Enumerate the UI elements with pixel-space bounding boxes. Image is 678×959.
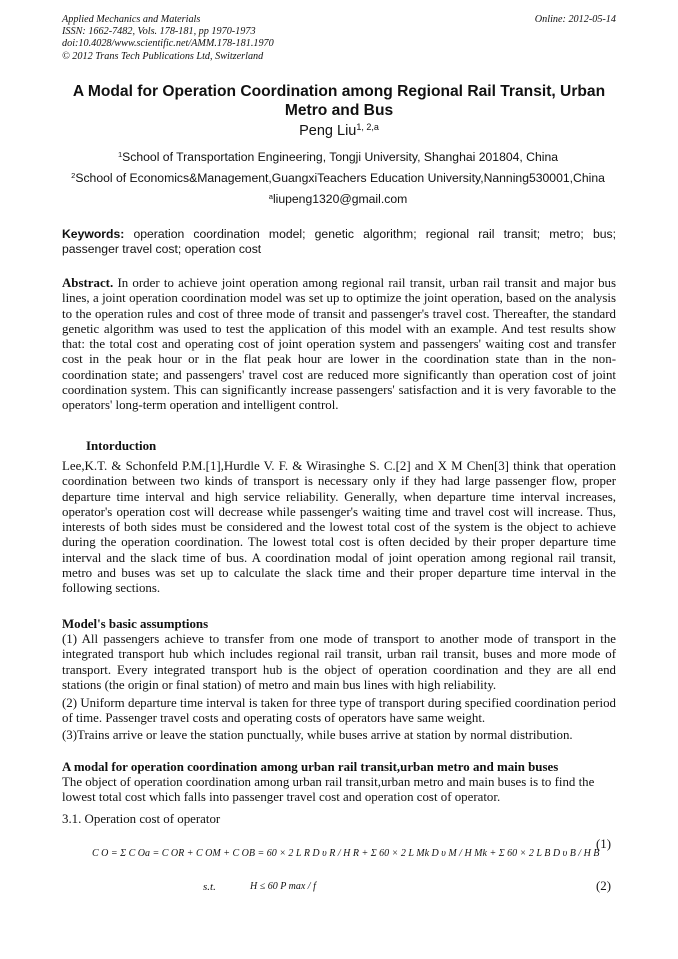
abstract bbox=[62, 276, 616, 414]
paper-title bbox=[62, 82, 616, 120]
section-3-1-heading: 3.1. Operation cost of operator bbox=[62, 812, 221, 826]
affiliation-1-sup: 1 bbox=[117, 149, 123, 159]
intro-heading: Intorduction bbox=[86, 439, 157, 453]
author-name: Peng Liu bbox=[299, 123, 357, 139]
abstract-text: In order to achieve joint operation among regional rail transit, urban rail transit and major bus lines, a joint operation coordination model was set up to optimize the joint operation, based on the analysis to the operation rules and cost of three mode of transit and passenger's travel cost. Thereafter, the standard genetic algorithm was used to test the application of this model with an example. And test results show that: the total cost and operating cost of joint operation system and passengers' waiting cost and transfer cost in the peak hour or in the flat peak hour are lower in the coordination state than in the non-coordination state; and passengers' travel cost are reduced more significantly than operation cost of joint coordination system. This can significantly increase passengers' satisfaction and it is very favorable to the operators' long-term operation and intelligent control. bbox=[62, 276, 616, 413]
equation-2: H ≤ 60 P max / f bbox=[250, 881, 316, 892]
author-email bbox=[58, 192, 618, 206]
email-sup: a bbox=[268, 191, 273, 201]
author bbox=[62, 123, 616, 139]
issn-line: ISSN: 1662-7482, Vols. 178-181, pp 1970-1973 bbox=[62, 26, 256, 38]
equation-1: C O = Σ C Oa = C OR + C OM + C OB = 60 × 2 L R D υ R / H R + Σ 60 × 2 L Mk D υ M / H Mk + Σ 60 × 2 L B D υ B / H B bbox=[92, 848, 600, 859]
affiliation-2-text: School of Economics&Management,GuangxiTeachers Education University,Nanning530001,China bbox=[75, 171, 605, 185]
equation-2-number: (2) bbox=[596, 879, 612, 893]
assumption-1: (1) All passengers achieve to transfer from one mode of transport to another mode of transport in the integrated transport hub which includes regional rail transit, urban rail transit, buses and more mode of transport. Every integrated transport hub is the object of operation coordination and they are all end stations (the origin or final station) of metro and main bus lines with high reliability. bbox=[62, 632, 616, 692]
affiliation-1-text: School of Transportation Engineering, Tongji University, Shanghai 201804, China bbox=[122, 150, 559, 164]
keywords-text: operation coordination model; genetic algorithm; regional rail transit; metro; bus; passenger travel cost; operation cost bbox=[62, 227, 616, 256]
assumption-3: (3)Trains arrive or leave the station punctually, while buses arrive at station by normal distribution. bbox=[62, 728, 573, 742]
model-heading: A modal for operation coordination among urban rail transit,urban metro and main buses bbox=[62, 760, 559, 774]
author-superscript: 1, 2,a bbox=[356, 122, 379, 133]
email-text: liupeng1320@gmail.com bbox=[272, 192, 408, 206]
model-text: The object of operation coordination among urban rail transit,urban metro and main buses is to find the lowest total cost which falls into passenger travel cost and operation cost of operator. bbox=[62, 775, 595, 805]
title-line-1: A Modal for Operation Coordination among Regional Rail Transit, Urban bbox=[72, 83, 606, 100]
copyright-line: © 2012 Trans Tech Publications Ltd, Switzerland bbox=[62, 50, 264, 62]
affiliation-1 bbox=[58, 150, 618, 164]
assumptions-heading: Model's basic assumptions bbox=[62, 617, 209, 631]
affiliation-2-sup: 2 bbox=[71, 170, 76, 180]
abstract-label: Abstract. bbox=[62, 276, 114, 290]
assumption-2: (2) Uniform departure time interval is taken for three type of transport during specified coordination period of time. Passenger travel costs and operating costs of operators have same weight. bbox=[62, 696, 616, 726]
doi-line: doi:10.4028/www.scientific.net/AMM.178-181.1970 bbox=[62, 38, 274, 50]
keywords-label: Keywords: bbox=[62, 227, 125, 241]
intro-text: Lee,K.T. & Schonfeld P.M.[1],Hurdle V. F. & Wirasinghe S. C.[2] and X M Chen[3] think that operation coordination between two kinds of transport is necessary only if they had large passenger flow, proper departure time interval and high service reliability. Generally, when departure time interval increases, operator's operation cost will decrease while passenger's waiting time and travel cost will increase. Thus, interests of both sides must be considered and the lowest total cost of the system is the object to achieve during the operation coordination. The lowest total cost is often decided by their proper departure time interval and the slack time of bus. A coordination modal of joint operation among regional rail transit, metro and buses was set up to calculate the slack time and their proper departure time interval in the following sections. bbox=[62, 459, 616, 596]
affiliation-2 bbox=[58, 171, 618, 185]
title-line-2: Metro and Bus bbox=[284, 102, 394, 119]
online-date: Online: 2012-05-14 bbox=[534, 14, 616, 25]
equation-1-number: (1) bbox=[596, 837, 612, 851]
journal-header bbox=[62, 14, 616, 63]
keywords bbox=[62, 227, 616, 257]
journal-name: Applied Mechanics and Materials bbox=[62, 14, 201, 25]
equation-2-st: s.t. bbox=[203, 881, 216, 893]
